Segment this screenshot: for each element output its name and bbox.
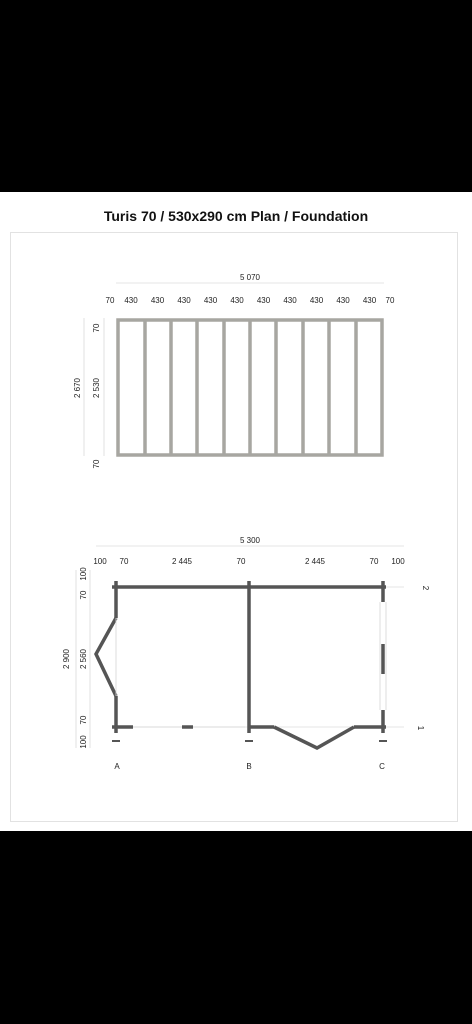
- foundation-dim-label: 430: [309, 296, 324, 305]
- foundation-dim-label: 430: [230, 296, 244, 305]
- plan-total-height-label: 2 900: [62, 648, 71, 670]
- technical-drawing: [0, 192, 472, 831]
- plan-side-dim-label: 100: [79, 567, 88, 581]
- foundation-dim-label: 430: [177, 296, 191, 305]
- plan-side-dim-label: 2 560: [79, 648, 88, 670]
- bay-door-angled: [274, 727, 354, 748]
- plan-dim-label: 2 445: [304, 557, 326, 566]
- drawing-title: Turis 70 / 530x290 cm Plan / Foundation: [103, 208, 369, 224]
- foundation-side-dim-label: 70: [92, 459, 101, 469]
- foundation-total-width-label: 5 070: [239, 273, 261, 282]
- foundation-dim-label: 430: [336, 296, 350, 305]
- foundation-dim-label: 430: [362, 296, 377, 305]
- bay-window-left: [96, 618, 116, 696]
- plan-dim-label: 70: [369, 557, 379, 566]
- foundation-dim-label: 430: [203, 296, 218, 305]
- foundation-side-dim-label: 2 530: [92, 377, 101, 399]
- plan-total-width-label: 5 300: [239, 536, 261, 545]
- foundation-dim-label: 430: [124, 296, 138, 305]
- foundation-dim-label: 430: [150, 296, 165, 305]
- plan-dim-label: 100: [93, 557, 107, 566]
- foundation-dim-label: 430: [256, 296, 271, 305]
- plan-side-dim-label: 100: [79, 735, 88, 749]
- foundation-dim-label: 430: [283, 296, 297, 305]
- foundation-top-dims: [106, 296, 395, 305]
- plan-dim-label: 2 445: [171, 557, 193, 566]
- foundation-total-height-label: 2 670: [73, 377, 82, 399]
- foundation-dim-label: 70: [105, 296, 115, 305]
- axis-label-a: A: [114, 762, 120, 771]
- plan-dim-label: 70: [119, 557, 129, 566]
- foundation-dim-label: 70: [385, 296, 395, 305]
- foundation-plan: [73, 273, 395, 468]
- plan-side-dim-label: 70: [79, 590, 88, 600]
- axis-label-b: B: [246, 762, 252, 771]
- plan-top-dims: [93, 557, 405, 566]
- foundation-side-dim-label: 70: [92, 323, 101, 333]
- floor-plan: [62, 536, 430, 771]
- axis-label-2: 2: [421, 585, 430, 591]
- plan-dim-label: 100: [391, 557, 405, 566]
- plan-dim-label: 70: [236, 557, 246, 566]
- drawing-sheet: [0, 192, 472, 831]
- plan-side-dim-label: 70: [79, 715, 88, 725]
- axis-label-c: C: [379, 762, 385, 771]
- axis-label-1: 1: [416, 725, 425, 731]
